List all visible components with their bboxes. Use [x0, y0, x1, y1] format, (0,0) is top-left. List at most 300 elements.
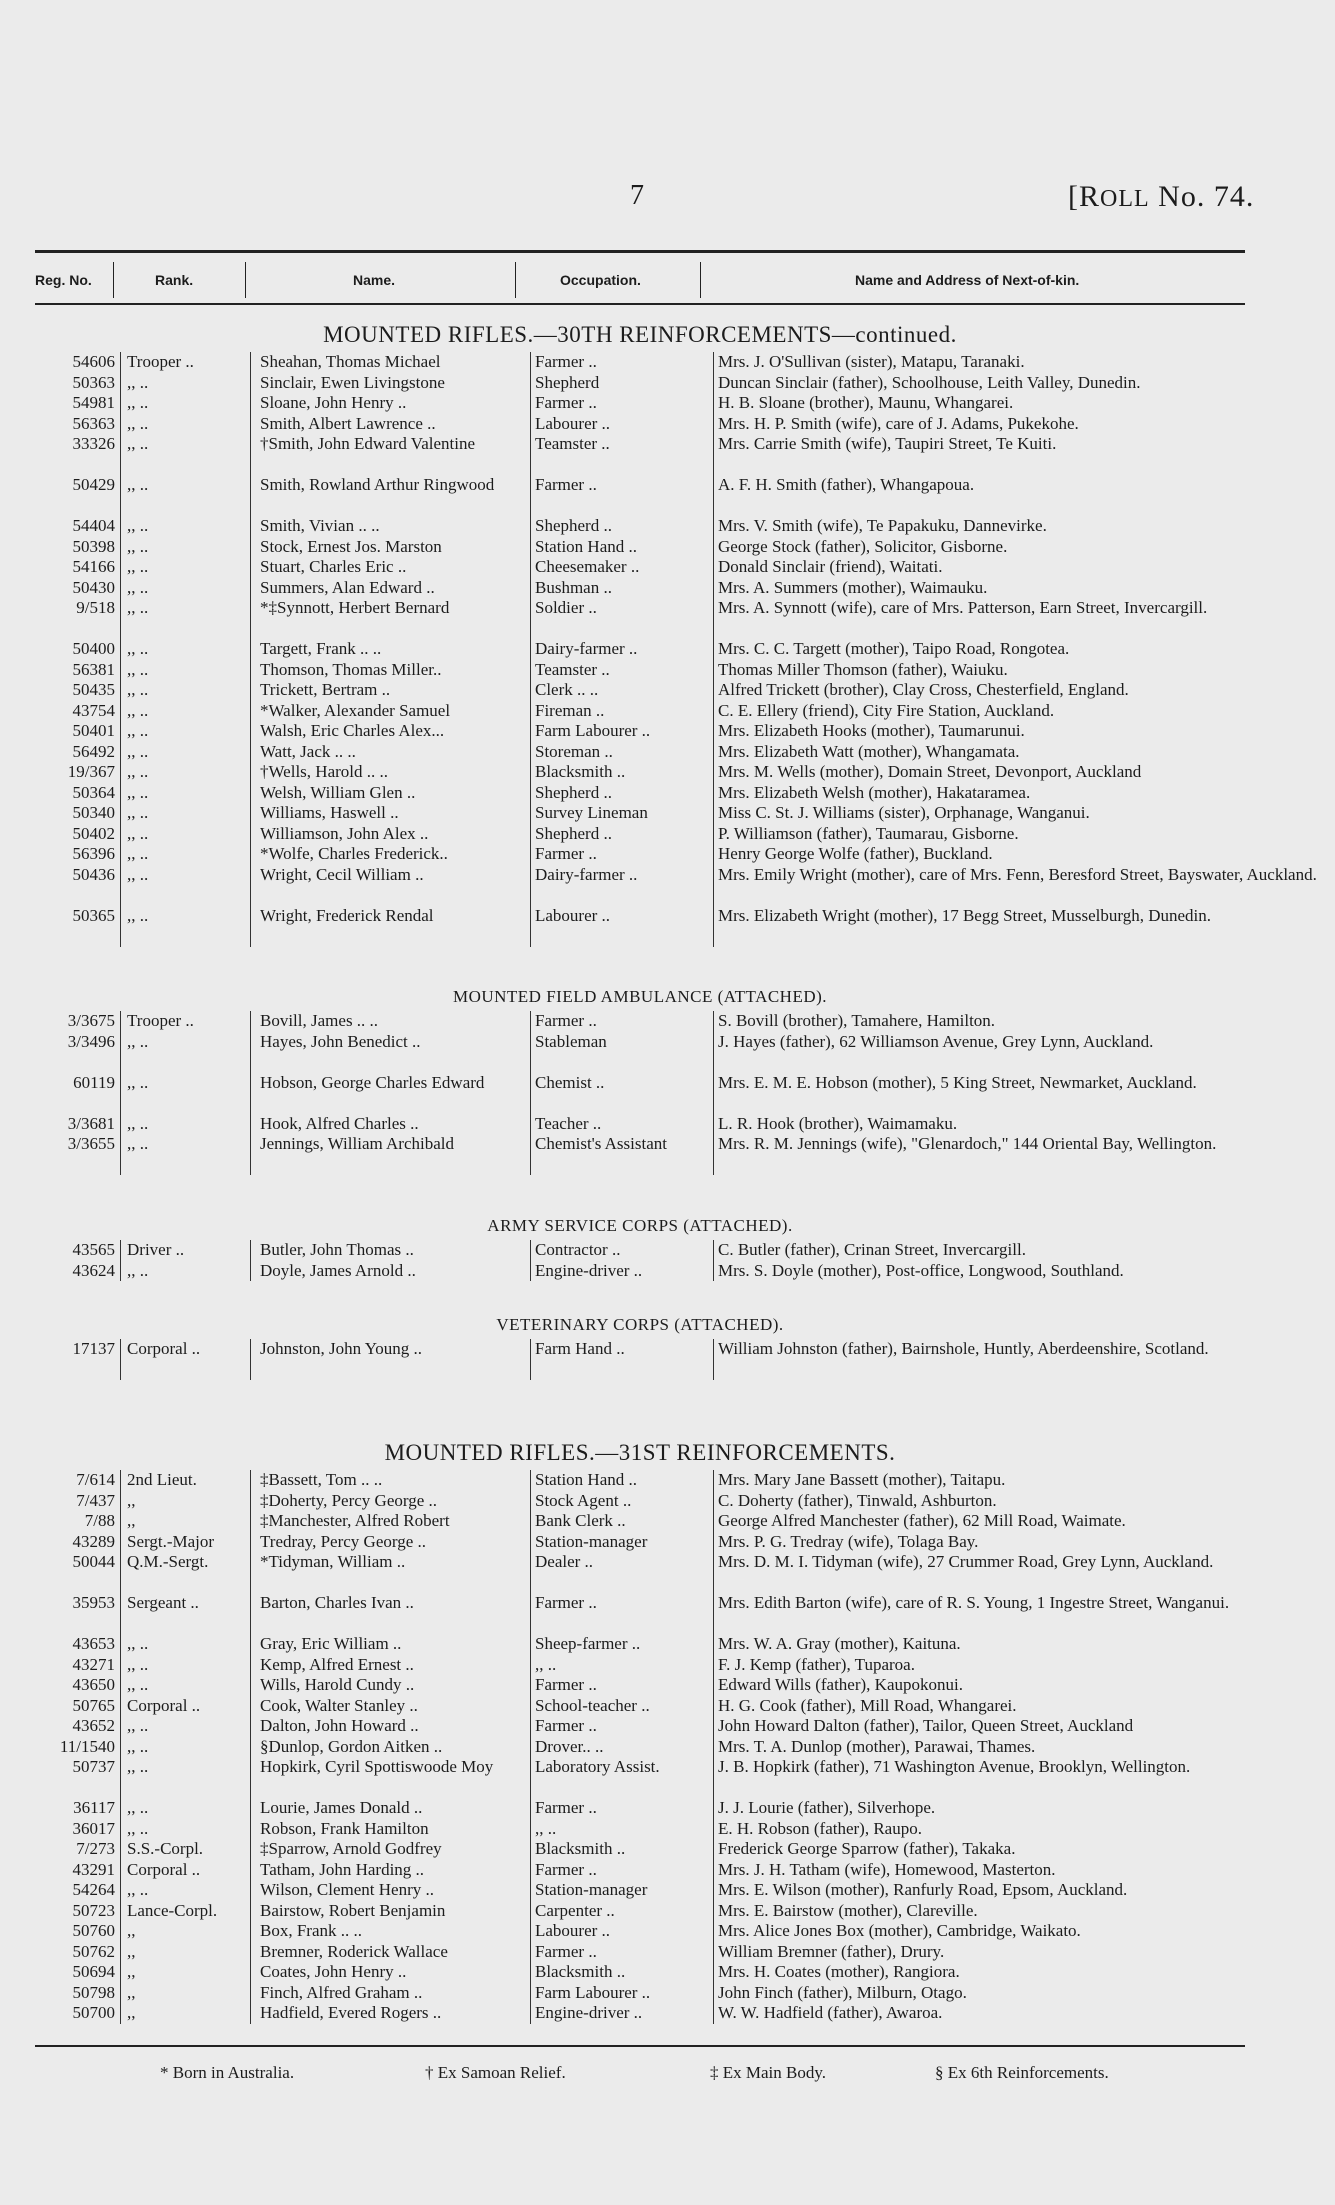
reg-number: 50402 — [72, 823, 115, 843]
next-of-kin: John Finch (father), Milburn, Otago. — [718, 1982, 967, 2002]
soldier-name: Box, Frank .. .. — [260, 1921, 362, 1940]
rank: ,, .. — [127, 598, 149, 617]
next-of-kin: Mrs. Mary Jane Bassett (mother), Taitapu. — [718, 1470, 1006, 1489]
roll-entry-row — [35, 1983, 1245, 2004]
next-of-kin: Mrs. Emily Wright (mother), care of Mrs. Fenn, Beresford Street, Bayswater, Auckland. — [718, 864, 1317, 884]
next-of-kin: C. E. Ellery (friend), City Fire Station, Auckland. — [718, 700, 1055, 720]
soldier-name: Thomson, Thomas Miller.. — [260, 659, 442, 679]
reg-number: 19/367 — [67, 762, 115, 781]
next-of-kin: Mrs. Elizabeth Hooks (mother), Taumarunui. — [718, 721, 1025, 740]
next-of-kin: H. B. Sloane (brother), Maunu, Whangarei. — [718, 393, 1014, 412]
soldier-name: Butler, John Thomas .. — [260, 1240, 414, 1259]
col-divider — [515, 262, 516, 298]
next-of-kin: John Howard Dalton (father), Tailor, Queen Street, Auckland — [718, 1716, 1134, 1735]
reg-number: 43650 — [72, 1675, 115, 1694]
section-title: VETERINARY CORPS (ATTACHED). — [496, 1315, 784, 1334]
section-title: ARMY SERVICE CORPS (ATTACHED). — [487, 1216, 793, 1235]
soldier-name: ‡Bassett, Tom .. .. — [260, 1470, 383, 1489]
occupation: Farmer .. — [535, 1716, 597, 1735]
next-of-kin: Duncan Sinclair (father), Schoolhouse, Leith Valley, Dunedin. — [718, 372, 1141, 392]
occupation: Labourer .. — [535, 905, 611, 925]
occupation: Farmer .. — [535, 1011, 597, 1030]
header-rule — [35, 303, 1245, 305]
next-of-kin: Mrs. Elizabeth Watt (mother), Whangamata. — [718, 741, 1020, 761]
rank: ,, .. — [127, 844, 149, 863]
reg-number: 50762 — [72, 1941, 115, 1961]
roll-entry-row — [35, 1532, 1245, 1553]
roll-entry-row — [35, 475, 1245, 516]
roll-entry-row — [35, 1757, 1245, 1798]
occupation: Dealer .. — [535, 1552, 594, 1571]
roll-entry-row — [35, 1696, 1245, 1717]
soldier-name: Sheahan, Thomas Michael — [260, 352, 441, 371]
occupation: Bushman .. — [535, 577, 612, 597]
reg-number: 50363 — [72, 372, 115, 392]
reg-number: 56363 — [72, 413, 115, 433]
rank: ,, .. — [127, 393, 149, 412]
occupation: Shepherd .. — [535, 516, 612, 535]
rank: ,, .. — [127, 413, 149, 433]
roll-entry-row — [35, 434, 1245, 475]
rank: ,, .. — [127, 372, 149, 392]
next-of-kin: S. Bovill (brother), Tamahere, Hamilton. — [718, 1011, 996, 1030]
rank: ,, .. — [127, 741, 149, 761]
reg-number: 36117 — [73, 1798, 115, 1817]
reg-number: 50401 — [72, 721, 115, 740]
rank: ,, .. — [127, 1634, 149, 1653]
roll-entry-row — [35, 1655, 1245, 1676]
soldier-name: †Smith, John Edward Valentine — [260, 434, 475, 453]
soldier-name: Sinclair, Ewen Livingstone — [260, 372, 445, 392]
roll-section — [35, 1315, 1245, 1380]
next-of-kin: Mrs. C. C. Targett (mother), Taipo Road, Rongotea. — [718, 639, 1070, 658]
rank: ,, .. — [127, 762, 149, 781]
rank: ,, .. — [127, 1654, 149, 1674]
reg-number: 50364 — [72, 782, 115, 802]
roll-entry-row — [35, 1240, 1245, 1261]
rank: ,, .. — [127, 905, 149, 925]
roll-entry-row — [35, 373, 1245, 394]
soldier-name: Finch, Alfred Graham .. — [260, 1982, 423, 2002]
roll-entry-row — [35, 1073, 1245, 1114]
reg-number: 54606 — [72, 352, 115, 371]
rank: Corporal .. — [127, 1695, 201, 1715]
soldier-name: *Walker, Alexander Samuel — [260, 700, 451, 720]
occupation: Contractor .. — [535, 1240, 621, 1259]
reg-number: 56492 — [72, 741, 115, 761]
next-of-kin: Mrs. Elizabeth Welsh (mother), Hakataramea. — [718, 782, 1031, 802]
reg-number: 3/3655 — [67, 1134, 115, 1153]
rank: Corporal .. — [127, 1339, 201, 1358]
soldier-name: Hayes, John Benedict .. — [260, 1031, 421, 1051]
footnote: ‡ Ex Main Body. — [710, 2063, 827, 2082]
rank: ,, .. — [127, 1818, 149, 1838]
rank: ,, .. — [127, 475, 149, 494]
roll-section — [35, 1440, 1245, 2024]
reg-number: 7/88 — [84, 1511, 115, 1530]
reg-number: 50400 — [72, 639, 115, 658]
next-of-kin: Donald Sinclair (friend), Waitati. — [718, 557, 943, 576]
roll-entry-row — [35, 1134, 1245, 1175]
next-of-kin: George Stock (father), Solicitor, Gisborne. — [718, 536, 1008, 556]
soldier-name: Bairstow, Robert Benjamin — [260, 1900, 446, 1920]
occupation: Station Hand .. — [535, 1470, 637, 1489]
roll-entry-row — [35, 1675, 1245, 1696]
section-rows — [35, 1470, 1245, 2024]
rank: S.S.-Corpl. — [127, 1839, 204, 1858]
occupation: Engine-driver .. — [535, 2003, 643, 2022]
occupation: Sheep-farmer .. — [535, 1634, 641, 1653]
reg-number: 33326 — [72, 434, 115, 453]
next-of-kin: William Johnston (father), Bairnshole, Huntly, Aberdeenshire, Scotland. — [718, 1339, 1209, 1358]
soldier-name: Stuart, Charles Eric .. — [260, 557, 407, 576]
reg-number: 3/3675 — [67, 1011, 115, 1030]
roll-entry-row — [35, 1552, 1245, 1593]
roll-section — [35, 1216, 1245, 1281]
section-title: MOUNTED RIFLES.—30TH REINFORCEMENTS—continued. — [323, 322, 957, 347]
occupation: Stock Agent .. — [535, 1490, 632, 1510]
next-of-kin: Mrs. A. Summers (mother), Waimauku. — [718, 577, 988, 597]
reg-number: 3/3496 — [67, 1031, 115, 1051]
occupation: Blacksmith .. — [535, 1962, 626, 1981]
roll-entry-row — [35, 1470, 1245, 1491]
occupation: Teacher .. — [535, 1113, 602, 1133]
occupation: Farmer .. — [535, 475, 597, 494]
reg-number: 17137 — [72, 1339, 115, 1358]
next-of-kin: Frederick George Sparrow (father), Takaka. — [718, 1839, 1016, 1858]
roll-entry-row — [35, 639, 1245, 660]
soldier-name: ‡Sparrow, Arnold Godfrey — [260, 1839, 442, 1858]
occupation: Farm Labourer .. — [535, 721, 651, 740]
next-of-kin: Mrs. S. Doyle (mother), Post-office, Longwood, Southland. — [718, 1260, 1124, 1280]
next-of-kin: Mrs. P. G. Tredray (wife), Tolaga Bay. — [718, 1531, 979, 1551]
reg-number: 43754 — [72, 700, 115, 720]
reg-number: 50398 — [72, 536, 115, 556]
occupation: Clerk .. .. — [535, 680, 599, 699]
rank: ,, .. — [127, 577, 149, 597]
rank: ,, .. — [127, 721, 149, 740]
soldier-name: *‡Synnott, Herbert Bernard — [260, 598, 450, 617]
next-of-kin: P. Williamson (father), Taumarau, Gisborne. — [718, 823, 1019, 843]
next-of-kin: Mrs. Elizabeth Wright (mother), 17 Begg Street, Musselburgh, Dunedin. — [718, 905, 1212, 925]
roll-entry-row — [35, 1032, 1245, 1073]
rank: ,, — [127, 1921, 136, 1940]
soldier-name: Smith, Albert Lawrence .. — [260, 413, 436, 433]
rank: ,, .. — [127, 700, 149, 720]
occupation: Chemist .. — [535, 1072, 605, 1092]
next-of-kin: Mrs. E. M. E. Hobson (mother), 5 King Street, Newmarket, Auckland. — [718, 1072, 1197, 1092]
next-of-kin: Mrs. T. A. Dunlop (mother), Parawai, Thames. — [718, 1736, 1036, 1756]
rank: Lance-Corpl. — [127, 1900, 218, 1920]
reg-number: 7/614 — [76, 1470, 115, 1489]
section-rows — [35, 352, 1317, 947]
roll-entry-row — [35, 516, 1245, 537]
occupation: Farm Labourer .. — [535, 1982, 651, 2002]
reg-number: 36017 — [72, 1818, 115, 1838]
roll-entry-row — [35, 1839, 1245, 1860]
roll-entry-row — [35, 1921, 1245, 1942]
next-of-kin: C. Doherty (father), Tinwald, Ashburton. — [718, 1490, 997, 1510]
rank: Trooper .. — [127, 1011, 194, 1030]
rank: ,, .. — [127, 803, 149, 822]
reg-number: 3/3681 — [67, 1113, 115, 1133]
next-of-kin: William Bremner (father), Drury. — [718, 1941, 945, 1961]
soldier-name: Dalton, John Howard .. — [260, 1716, 419, 1735]
rank: Sergeant .. — [127, 1593, 199, 1612]
rank: Trooper .. — [127, 352, 194, 371]
occupation: Survey Lineman — [535, 803, 648, 822]
occupation: Dairy-farmer .. — [535, 639, 638, 658]
rank: ,, .. — [127, 1798, 149, 1817]
soldier-name: Smith, Rowland Arthur Ringwood — [260, 475, 495, 494]
roll-entry-row — [35, 701, 1245, 722]
rank: ,, .. — [127, 536, 149, 556]
soldier-name: Jennings, William Archibald — [260, 1134, 455, 1153]
soldier-name: Robson, Frank Hamilton — [260, 1818, 429, 1838]
roll-entry-row — [35, 824, 1245, 845]
next-of-kin: F. J. Kemp (father), Tuparoa. — [718, 1654, 915, 1674]
reg-number: 11/1540 — [59, 1736, 115, 1756]
reg-number: 43271 — [72, 1654, 115, 1674]
col-reg-header: Reg. No. — [35, 272, 92, 288]
reg-number: 35953 — [72, 1593, 115, 1612]
next-of-kin: Mrs. E. Wilson (mother), Ranfurly Road, Epsom, Auckland. — [718, 1880, 1128, 1899]
roll-entry-row — [35, 414, 1245, 435]
occupation: Soldier .. — [535, 598, 597, 617]
occupation: Shepherd — [535, 372, 600, 392]
soldier-name: Doyle, James Arnold .. — [260, 1260, 416, 1280]
occupation: Shepherd .. — [535, 782, 612, 802]
roll-entry-row — [35, 906, 1245, 947]
next-of-kin: Mrs. W. A. Gray (mother), Kaituna. — [718, 1634, 961, 1653]
next-of-kin: Mrs. Edith Barton (wife), care of R. S. Young, 1 Ingestre Street, Wanganui. — [718, 1593, 1230, 1612]
roll-number — [1068, 180, 1254, 214]
reg-number: 56381 — [72, 659, 115, 679]
occupation: Station Hand .. — [535, 536, 637, 556]
roll-entry-row — [35, 762, 1245, 783]
soldier-name: Stock, Ernest Jos. Marston — [260, 536, 442, 556]
occupation: Stableman — [535, 1031, 607, 1051]
roll-entry-row — [35, 1737, 1245, 1758]
section-rows — [35, 1339, 1245, 1380]
rank: ,, .. — [127, 864, 149, 884]
occupation: School-teacher .. — [535, 1695, 650, 1715]
next-of-kin: L. R. Hook (brother), Waimamaku. — [718, 1113, 958, 1133]
rank: ,, .. — [127, 1675, 149, 1694]
next-of-kin: A. F. H. Smith (father), Whangapoua. — [718, 475, 975, 494]
rank: ,, — [127, 1941, 136, 1961]
roll-entry-row — [35, 721, 1245, 742]
roll-entry-row — [35, 803, 1245, 824]
occupation: ,, .. — [535, 1818, 557, 1838]
soldier-name: Williamson, John Alex .. — [260, 823, 429, 843]
reg-number: 50044 — [72, 1552, 115, 1571]
soldier-name: Wright, Cecil William .. — [260, 864, 424, 884]
soldier-name: Tredray, Percy George .. — [260, 1531, 427, 1551]
roll-entry-row — [35, 844, 1245, 865]
occupation: Dairy-farmer .. — [535, 864, 638, 884]
soldier-name: Smith, Vivian .. .. — [260, 516, 380, 535]
occupation: Bank Clerk .. — [535, 1511, 626, 1530]
rank: 2nd Lieut. — [127, 1470, 197, 1489]
reg-number: 43624 — [72, 1260, 115, 1280]
next-of-kin: Mrs. J. H. Tatham (wife), Homewood, Masterton. — [718, 1859, 1056, 1879]
next-of-kin: Henry George Wolfe (father), Buckland. — [718, 844, 993, 863]
next-of-kin: Mrs. J. O'Sullivan (sister), Matapu, Taranaki. — [718, 352, 1025, 371]
roll-entry-row — [35, 578, 1245, 599]
reg-number: 43291 — [72, 1859, 115, 1879]
roll-entry-row — [35, 557, 1245, 578]
soldier-name: Kemp, Alfred Ernest .. — [260, 1654, 414, 1674]
section-rows — [35, 1240, 1245, 1281]
col-divider — [700, 262, 701, 298]
reg-number: 50436 — [72, 864, 115, 884]
soldier-name: Wright, Frederick Rendal — [260, 905, 434, 925]
next-of-kin: Mrs. V. Smith (wife), Te Papakuku, Dannevirke. — [718, 516, 1047, 535]
soldier-name: Williams, Haswell .. — [260, 803, 399, 822]
top-rule — [35, 250, 1245, 253]
footnote: * Born in Australia. — [160, 2063, 295, 2082]
occupation: Drover.. .. — [535, 1736, 604, 1756]
reg-number: 54264 — [72, 1880, 115, 1899]
reg-number: 43652 — [72, 1716, 115, 1735]
next-of-kin: Edward Wills (father), Kaupokonui. — [718, 1675, 963, 1694]
occupation: Shepherd .. — [535, 823, 612, 843]
next-of-kin: George Alfred Manchester (father), 62 Mill Road, Waimate. — [718, 1511, 1126, 1530]
section-rows — [35, 1011, 1245, 1175]
roll-entry-row — [35, 1962, 1245, 1983]
rank: Sergt.-Major — [127, 1531, 215, 1551]
reg-number: 43289 — [72, 1531, 115, 1551]
rank: ,, .. — [127, 1113, 149, 1133]
soldier-name: Coates, John Henry .. — [260, 1962, 407, 1981]
soldier-name: Bovill, James .. .. — [260, 1011, 379, 1030]
soldier-name: Summers, Alan Edward .. — [260, 577, 435, 597]
next-of-kin: Mrs. H. Coates (mother), Rangiora. — [718, 1962, 960, 1981]
occupation: Fireman .. — [535, 700, 605, 720]
bottom-rule — [35, 2045, 1245, 2047]
rank: ,, .. — [127, 1736, 149, 1756]
footnote: § Ex 6th Reinforcements. — [935, 2063, 1109, 2082]
col-name-header: Name. — [353, 272, 396, 288]
rank: ,, .. — [127, 1716, 149, 1735]
rank: ,, .. — [127, 1880, 149, 1899]
reg-number: 54166 — [72, 557, 115, 576]
soldier-name: Cook, Walter Stanley .. — [260, 1695, 418, 1715]
reg-number: 50760 — [72, 1921, 115, 1940]
roll-entry-row — [35, 2003, 1245, 2024]
rank: ,, .. — [127, 1757, 149, 1776]
soldier-name: Tatham, John Harding .. — [260, 1859, 425, 1879]
soldier-name: †Wells, Harold .. .. — [260, 762, 388, 781]
roll-entry-row — [35, 1114, 1245, 1135]
reg-number: 50765 — [72, 1695, 115, 1715]
soldier-name: Welsh, William Glen .. — [260, 782, 416, 802]
soldier-name: Sloane, John Henry .. — [260, 393, 407, 412]
reg-number: 43653 — [72, 1634, 115, 1653]
roll-entry-row — [35, 1901, 1245, 1922]
soldier-name: Lourie, James Donald .. — [260, 1798, 423, 1817]
rank: ,, .. — [127, 516, 149, 535]
rank: ,, .. — [127, 1260, 149, 1280]
rank: Driver .. — [127, 1240, 185, 1259]
occupation: Station-manager — [535, 1531, 648, 1551]
occupation: Blacksmith .. — [535, 762, 626, 781]
rank: ,, .. — [127, 639, 149, 658]
soldier-name: Watt, Jack .. .. — [260, 741, 356, 761]
roll-entry-row — [35, 1011, 1245, 1032]
rank: ,, .. — [127, 557, 149, 576]
reg-number: 54404 — [72, 516, 115, 535]
rank: ,, .. — [127, 782, 149, 802]
roll-entry-row — [35, 783, 1245, 804]
col-rank-header: Rank. — [155, 272, 194, 288]
soldier-name: Hobson, George Charles Edward — [260, 1072, 485, 1092]
roll-entry-row — [35, 742, 1245, 763]
reg-number: 50435 — [72, 680, 115, 699]
reg-number: 54981 — [72, 393, 115, 412]
next-of-kin: Mrs. A. Synnott (wife), care of Mrs. Patterson, Earn Street, Invercargill. — [718, 598, 1208, 617]
roll-entry-row — [35, 1942, 1245, 1963]
rank: ,, .. — [127, 680, 149, 699]
roll-entry-row — [35, 598, 1245, 639]
occupation: Farmer .. — [535, 1941, 597, 1961]
section-title: MOUNTED FIELD AMBULANCE (ATTACHED). — [452, 987, 828, 1006]
rank: ,, — [127, 1982, 136, 2002]
reg-number: 50430 — [72, 577, 115, 597]
roll-entry-row — [35, 1634, 1245, 1655]
next-of-kin: J. B. Hopkirk (father), 71 Washington Avenue, Brooklyn, Wellington. — [718, 1757, 1191, 1776]
next-of-kin: Thomas Miller Thomson (father), Waiuku. — [718, 659, 1008, 679]
reg-number: 7/437 — [76, 1490, 115, 1510]
roll-entry-row — [35, 1261, 1245, 1282]
soldier-name: §Dunlop, Gordon Aitken .. — [260, 1736, 443, 1756]
soldier-name: Barton, Charles Ivan .. — [260, 1593, 414, 1612]
roll-entry-row — [35, 1511, 1245, 1532]
rank: ,, .. — [127, 434, 149, 453]
occupation: Laboratory Assist. — [535, 1757, 660, 1776]
col-occupation-header: Occupation. — [560, 272, 641, 288]
roll-entry-row — [35, 1880, 1245, 1901]
next-of-kin: Miss C. St. J. Williams (sister), Orphanage, Wanganui. — [718, 803, 1090, 822]
col-kin-header: Name and Address of Next-of-kin. — [855, 272, 1080, 288]
next-of-kin: Mrs. Alice Jones Box (mother), Cambridge, Waikato. — [718, 1921, 1081, 1940]
occupation: Farmer .. — [535, 393, 597, 412]
reg-number: 7/273 — [76, 1839, 115, 1858]
roll-entry-row — [35, 1819, 1245, 1840]
page-number: 7 — [630, 180, 644, 211]
section-title: MOUNTED RIFLES.—31ST REINFORCEMENTS. — [384, 1440, 896, 1465]
next-of-kin: Mrs. H. P. Smith (wife), care of J. Adams, Pukekohe. — [718, 413, 1079, 433]
rank: ,, .. — [127, 1031, 149, 1051]
roll-entry-row — [35, 1491, 1245, 1512]
rank: ,, .. — [127, 823, 149, 843]
reg-number: 50700 — [72, 2003, 115, 2022]
soldier-name: Wills, Harold Cundy .. — [260, 1675, 415, 1694]
footnote: † Ex Samoan Relief. — [425, 2063, 566, 2082]
next-of-kin: W. W. Hadfield (father), Awaroa. — [718, 2003, 943, 2022]
soldier-name: Hadfield, Evered Rogers .. — [260, 2003, 442, 2022]
next-of-kin: H. G. Cook (father), Mill Road, Whangarei. — [718, 1695, 1017, 1715]
occupation: Labourer .. — [535, 1921, 611, 1940]
roll-entry-row — [35, 352, 1245, 373]
occupation: Farm Hand .. — [535, 1339, 625, 1358]
rank: ,, .. — [127, 1134, 149, 1153]
next-of-kin: J. J. Lourie (father), Silverhope. — [718, 1798, 936, 1817]
roll-entry-row — [35, 1339, 1245, 1380]
reg-number: 9/518 — [76, 598, 115, 617]
rank: ,, — [127, 1490, 136, 1510]
